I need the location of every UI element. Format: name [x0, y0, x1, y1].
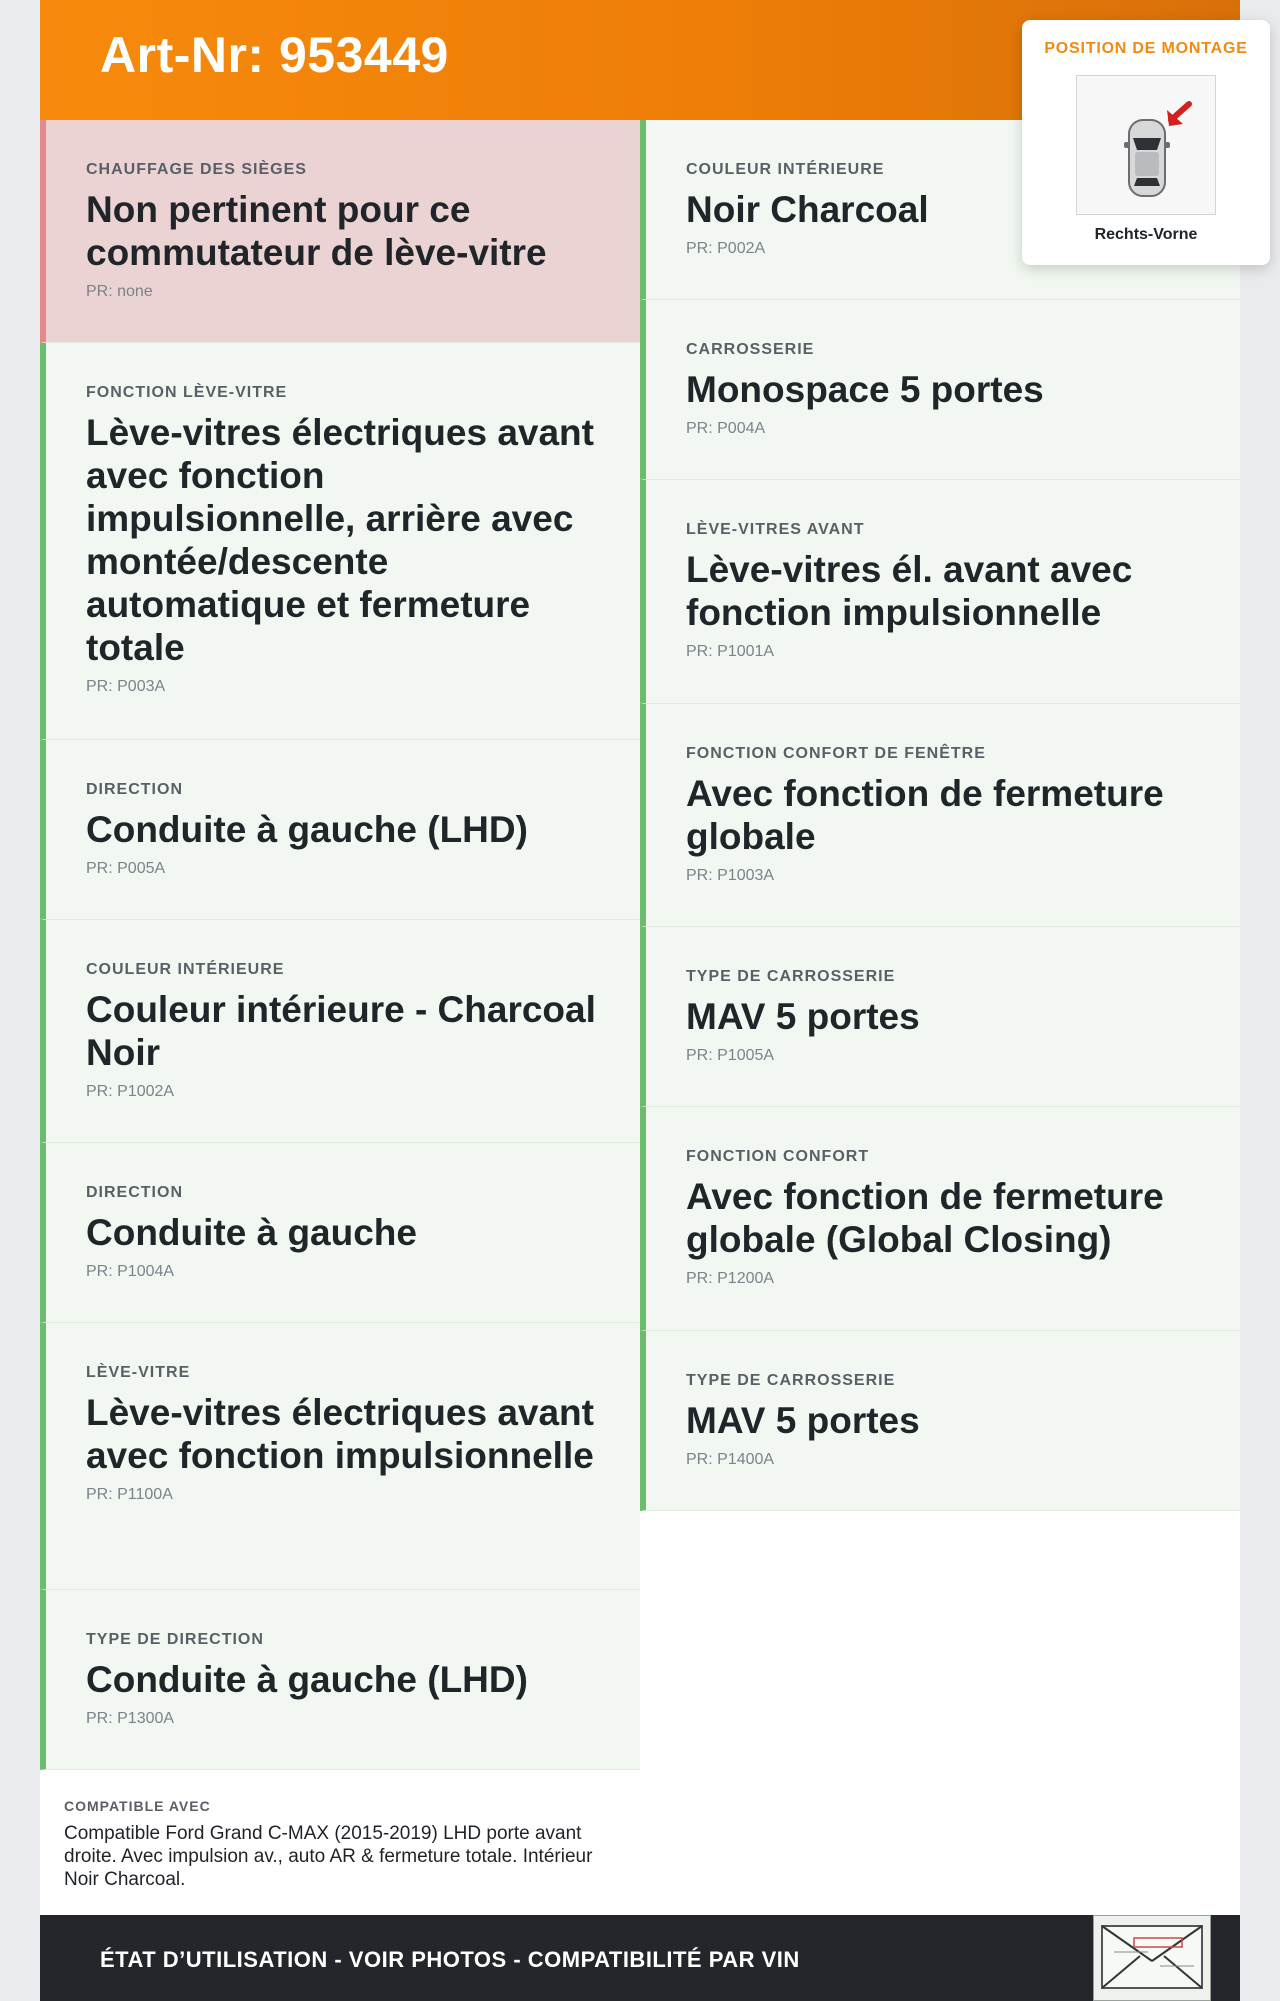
- spec-value: Avec fonction de fermeture globale: [686, 773, 1164, 857]
- spec-value: Lève-vitres électriques avant avec fonction impulsionnelle, arrière avec montée/descente automatique et fermeture totale: [86, 412, 594, 668]
- spec-card: [40, 920, 640, 1143]
- spec-value: Couleur intérieure - Charcoal Noir: [86, 989, 596, 1073]
- spec-label: LÈVE-VITRE: [86, 1364, 191, 1381]
- mounting-position-card: [1022, 20, 1270, 265]
- envelope-label-icon: [1093, 1915, 1211, 2001]
- spec-card: [640, 480, 1240, 704]
- spec-pr-code: PR: P1003A: [686, 867, 775, 884]
- spec-card: [40, 1590, 640, 1770]
- spec-pr-code: PR: P1200A: [686, 1270, 775, 1287]
- spec-card: [640, 300, 1240, 480]
- spec-label: CARROSSERIE: [686, 341, 815, 358]
- spec-card: [640, 1107, 1240, 1331]
- spec-value: MAV 5 portes: [686, 1400, 920, 1441]
- spec-value: Conduite à gauche (LHD): [86, 809, 528, 850]
- spec-label: DIRECTION: [86, 781, 183, 798]
- spec-label: FONCTION CONFORT: [686, 1148, 870, 1165]
- spec-label: COULEUR INTÉRIEURE: [686, 161, 885, 178]
- compatibility-section: [40, 1770, 640, 1915]
- left-column: [40, 120, 640, 1770]
- spec-card: [40, 1143, 640, 1323]
- spec-value: Lève-vitres électriques avant avec fonction impulsionnelle: [86, 1392, 594, 1476]
- footer-text: ÉTAT D’UTILISATION - VOIR PHOTOS - COMPATIBILITÉ PAR VIN: [100, 1947, 800, 1972]
- spec-label: FONCTION LÈVE-VITRE: [86, 384, 288, 401]
- spec-card: [640, 1331, 1240, 1511]
- spec-label: FONCTION CONFORT DE FENÊTRE: [686, 745, 986, 762]
- right-column: [640, 120, 1240, 1511]
- spec-label: COULEUR INTÉRIEURE: [86, 961, 285, 978]
- spec-card: [40, 343, 640, 740]
- spec-pr-code: PR: P1300A: [86, 1710, 175, 1727]
- spec-pr-code: PR: P1100A: [86, 1486, 173, 1503]
- spec-pr-code: PR: none: [86, 283, 153, 300]
- spec-value: Monospace 5 portes: [686, 369, 1044, 410]
- mounting-position-title: POSITION DE MONTAGE: [1044, 40, 1248, 57]
- compatibility-label: COMPATIBLE AVEC: [64, 1798, 211, 1814]
- spec-pr-code: PR: P1400A: [686, 1451, 775, 1468]
- spec-label: DIRECTION: [86, 1184, 183, 1201]
- spec-pr-code: PR: P002A: [686, 240, 766, 257]
- spec-card: [40, 120, 640, 343]
- spec-pr-code: PR: P1002A: [86, 1083, 175, 1100]
- spec-pr-code: PR: P1004A: [86, 1263, 175, 1280]
- compatibility-text: Compatible Ford Grand C-MAX (2015-2019) LHD porte avant droite. Avec impulsion av., auto AR & fermeture totale. Intérieur Noir Charcoal.: [64, 1823, 593, 1890]
- product-sheet: [40, 0, 1240, 2001]
- spec-pr-code: PR: P004A: [686, 420, 766, 437]
- footer-bar: [40, 1915, 1240, 2001]
- spec-value: Noir Charcoal: [686, 189, 929, 230]
- spec-card: [40, 1323, 640, 1590]
- mounting-position-caption: Rechts-Vorne: [1094, 226, 1198, 243]
- spec-value: Conduite à gauche (LHD): [86, 1659, 528, 1700]
- spec-label: LÈVE-VITRES AVANT: [686, 521, 865, 538]
- spec-card: [640, 704, 1240, 927]
- spec-pr-code: PR: P003A: [86, 678, 166, 695]
- spec-label: TYPE DE CARROSSERIE: [686, 1372, 896, 1389]
- spec-card: [40, 740, 640, 920]
- spec-value: Non pertinent pour ce commutateur de lève-vitre: [86, 189, 547, 273]
- spec-value: MAV 5 portes: [686, 996, 920, 1037]
- article-number: Art-Nr: 953449: [100, 27, 449, 83]
- spec-pr-code: PR: P1001A: [686, 643, 775, 660]
- spec-label: CHAUFFAGE DES SIÈGES: [86, 161, 307, 178]
- spec-label: TYPE DE DIRECTION: [86, 1631, 264, 1648]
- spec-card: [640, 927, 1240, 1107]
- spec-value: Conduite à gauche: [86, 1212, 417, 1253]
- spec-pr-code: PR: P1005A: [686, 1047, 775, 1064]
- spec-value: Avec fonction de fermeture globale (Global Closing): [686, 1176, 1164, 1260]
- spec-value: Lève-vitres él. avant avec fonction impulsionnelle: [686, 549, 1133, 633]
- spec-pr-code: PR: P005A: [86, 860, 166, 877]
- car-top-view-icon: [1076, 75, 1216, 215]
- spec-label: TYPE DE CARROSSERIE: [686, 968, 896, 985]
